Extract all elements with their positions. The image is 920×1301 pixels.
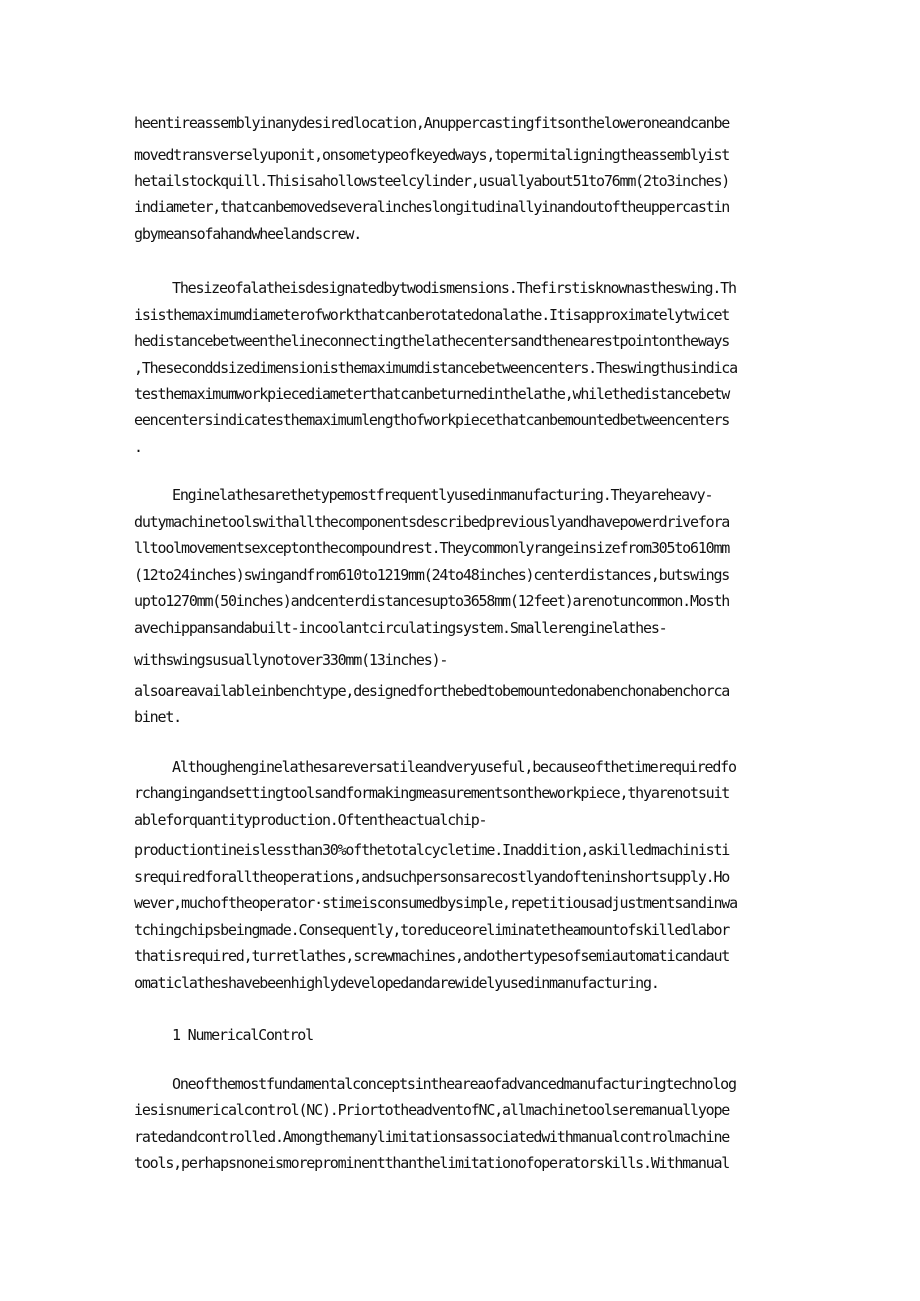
text-line: productiontineislessthan30%ofthetotalcycletime.Inaddition,askilledmachinisti — [134, 841, 730, 859]
section-heading: 1 NumericalControl — [172, 1026, 313, 1044]
text-line: binet. — [134, 708, 181, 726]
text-line: indiameter,thatcanbemovedseveralincheslongitudinallyinandoutoftheuppercastin — [134, 198, 730, 216]
text-line: . — [134, 438, 142, 456]
text-line: omaticlatheshavebeenhighlydevelopedandarewidelyusedinmanufacturing. — [134, 974, 659, 992]
text-line: tools,perhapsnoneismoreprominentthanthelimitationofoperatorskills.Withmanual — [134, 1154, 730, 1172]
text-line: dutymachinetoolswithallthecomponentsdescribedpreviouslyandhavepowerdrivefora — [134, 513, 730, 531]
text-line: (12to24inches)swingandfrom610to1219mm(24to48inches)centerdistances,butswings — [134, 566, 730, 584]
text-line: isisthemaximumdiameterofworkthatcanberotatedonalathe.Itisapproximatelytwicet — [134, 306, 730, 324]
text-line: heentireassemblyinanydesiredlocation,Anuppercastingfitsontheloweroneandcanbe — [134, 114, 730, 132]
text-line: tchingchipsbeingmade.Consequently,toreduceoreliminatetheamountofskilledlabor — [134, 921, 730, 939]
text-line: Althoughenginelathesareversatileandveryuseful,becauseofthetimerequiredfo — [172, 758, 736, 776]
text-line: Thesizeofalatheisdesignatedbytwodismensions.Thefirstisknownastheswing.Th — [172, 279, 736, 297]
text-line: wever,muchoftheoperator·stimeisconsumedbysimple,repetitiousadjustmentsandinwa — [134, 894, 737, 912]
text-line: alsoareavailableinbenchtype,designedforthebedtobemountedonabenchonabenchorca — [134, 682, 730, 700]
text-line: gbymeansofahandwheelandscrew. — [134, 225, 362, 243]
text-line: movedtransverselyuponit,onsometypeofkeyedways,topermitaligningtheassemblyist — [134, 146, 730, 164]
text-line: upto1270mm(50inches)andcenterdistancesupto3658mm(12feet)arenotuncommon.Mosth — [134, 592, 730, 610]
text-line: lltoolmovementsexceptonthecompoundrest.Theycommonlyrangeinsizefrom305to610mm — [134, 539, 730, 557]
text-line: Enginelathesarethetypemostfrequentlyusedinmanufacturing.Theyareheavy- — [172, 486, 713, 504]
text-line: thatisrequired,turretlathes,screwmachines,andothertypesofsemiautomaticandaut — [134, 947, 730, 965]
text-line: srequiredforalltheoperations,andsuchpersonsarecostlyandofteninshortsupply.Ho — [134, 868, 730, 886]
text-line: withswingsusuallynotover330mm(13inches)- — [134, 651, 448, 669]
text-line: Oneofthemostfundamentalconceptsintheareaofadvancedmanufacturingtechnolog — [172, 1075, 736, 1093]
text-line: rchangingandsettingtoolsandformakingmeasurementsontheworkpiece,thyarenotsuit — [134, 784, 730, 802]
text-line: hetailstockquill.Thisisahollowsteelcylinder,usuallyabout51to76mm(2to3inches) — [134, 172, 730, 190]
text-line: iesisnumericalcontrol(NC).PriortotheadventofNC,allmachinetoolseremanuallyope — [134, 1101, 730, 1119]
text-line: avechippansandabuilt-incoolantcirculatingsystem.Smallerenginelathes- — [134, 619, 667, 637]
text-line: eencentersindicatesthemaximumlengthofworkpiecethatcanbemountedbetweencenters — [134, 411, 730, 429]
text-line: testhemaximumworkpiecediameterthatcanbeturnedinthelathe,whilethedistancebetw — [134, 385, 730, 403]
text-line: ableforquantityproduction.Oftentheactualchip- — [134, 811, 487, 829]
text-line: ratedandcontrolled.Amongthemanylimitationsassociatedwithmanualcontrolmachine — [134, 1128, 730, 1146]
text-line: hedistancebetweenthelineconnectingthelathecentersandthenearestpointontheways — [134, 332, 730, 350]
text-line: ,Theseconddsizedimensionisthemaximumdistancebetweencenters.Theswingthusindica — [134, 359, 737, 377]
